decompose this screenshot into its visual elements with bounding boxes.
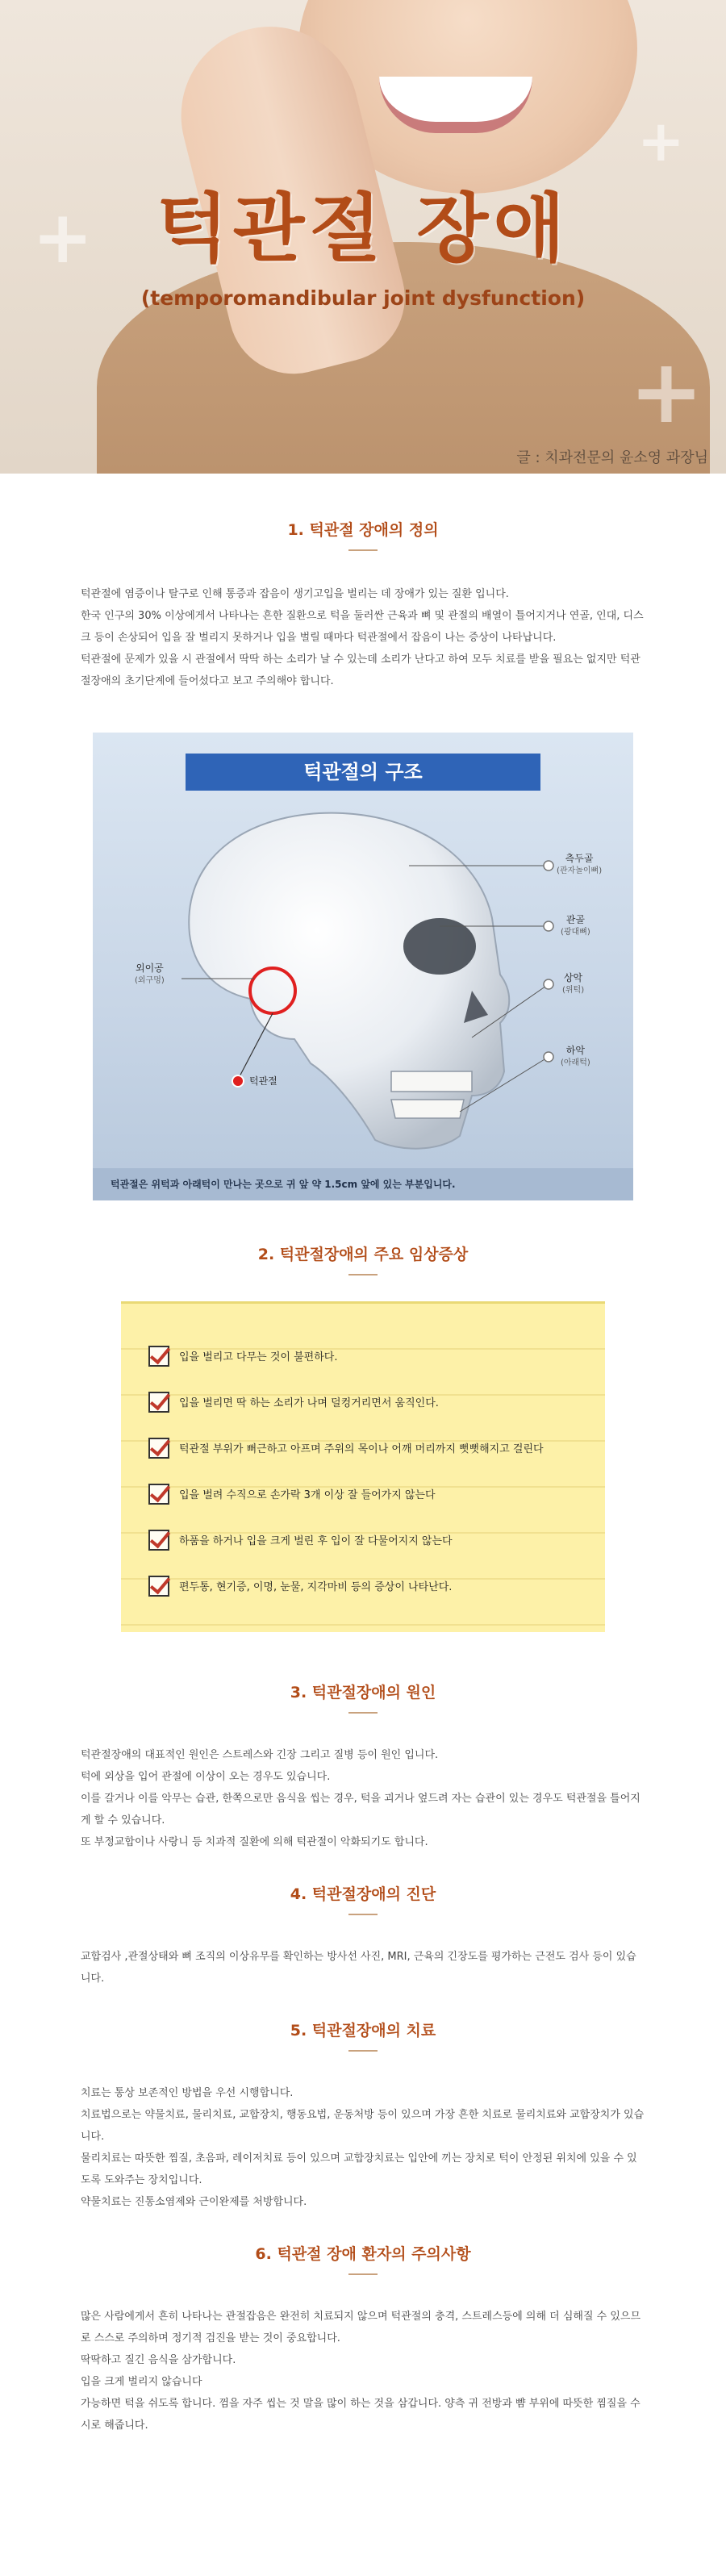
section-treatment <box>0 1989 726 2213</box>
checklist-item <box>148 1517 605 1563</box>
checklist-item-text: 입을 벌려 수직으로 손가락 3개 이상 잘 들어가지 않는다 <box>179 1489 436 1501</box>
checkbox-checked-icon <box>148 1484 169 1505</box>
hero-hair-shape <box>97 242 710 474</box>
section-title-text: 3. 턱관절장애의 원인 <box>290 1684 436 1701</box>
checklist-item <box>148 1425 605 1471</box>
title-underline <box>348 1274 378 1275</box>
label-temporal-bone <box>557 852 602 878</box>
hero-title: 턱관절 장애 <box>156 186 570 272</box>
label-mandible <box>561 1044 590 1070</box>
lower-teeth-shape <box>391 1100 464 1118</box>
checklist-item <box>148 1379 605 1425</box>
plus-decoration-icon: + <box>32 195 94 280</box>
teeth-shape <box>391 1071 472 1092</box>
label-subtext: (외구멍) <box>135 976 165 985</box>
section-diagnosis <box>0 1853 726 1989</box>
checkbox-checked-icon <box>148 1346 169 1367</box>
section-title <box>81 1680 645 1723</box>
paragraph: 가능하면 턱을 쉬도록 합니다. 껌을 자주 씹는 것 말을 많이 하는 것을 삼갑니다. 양측 귀 전방과 뺨 부위에 따뜻한 찜질을 수시로 해줍니다. <box>81 2398 640 2432</box>
section-symptoms <box>0 1200 726 1285</box>
title-underline <box>348 1914 378 1915</box>
paragraph: 치료법으로는 약물치료, 물리치료, 교합장치, 행동요법, 운동처방 등이 있으며 가장 흔한 치료로 물리치료와 교합장치가 있습니다. <box>81 2109 645 2143</box>
tmj-structure-figure <box>93 733 633 1200</box>
hero-banner <box>0 0 726 474</box>
label-text: 측두골 <box>565 853 594 864</box>
symptom-checklist <box>121 1301 605 1632</box>
section-definition <box>0 474 726 692</box>
checklist-item-text: 턱관절 부위가 뻐근하고 아프며 주위의 목이나 어깨 머리까지 뻣뻣해지고 걸린다 <box>179 1443 544 1455</box>
paragraph: 딱딱하고 질긴 음식을 삼가합니다. <box>81 2354 236 2366</box>
label-marker-dot <box>544 979 553 989</box>
checklist-item-text: 편두통, 현기증, 이명, 눈물, 지각마비 등의 증상이 나타난다. <box>179 1581 453 1593</box>
checklist-item <box>148 1333 605 1379</box>
checkbox-checked-icon <box>148 1438 169 1459</box>
label-marker-dot <box>544 1052 553 1062</box>
label-text: 하악 <box>565 1045 585 1056</box>
title-underline <box>348 549 378 551</box>
section-precautions <box>0 2213 726 2469</box>
author-byline: 글 : 치과전문의 윤소영 과장님 <box>516 449 708 466</box>
paragraph: 턱에 외상을 입어 관절에 이상이 오는 경우도 있습니다. <box>81 1771 331 1783</box>
section-causes <box>0 1632 726 1853</box>
section-title-text: 6. 턱관절 장애 환자의 주의사항 <box>255 2245 471 2263</box>
checklist-item-text: 입을 벌리고 다무는 것이 불편하다. <box>179 1351 338 1363</box>
section-title <box>81 2019 645 2061</box>
label-subtext: (관자놀이뼈) <box>557 866 603 875</box>
checkbox-checked-icon <box>148 1392 169 1413</box>
label-text: 상악 <box>563 972 583 983</box>
plus-decoration-icon: + <box>629 340 704 443</box>
section-title <box>81 518 645 561</box>
paragraph: 약물치료는 진통소염제와 근이완제를 처방합니다. <box>81 2196 307 2208</box>
title-underline <box>348 2273 378 2275</box>
checklist-item-text: 하품을 하거나 입을 크게 벌린 후 입이 잘 다물어지지 않는다 <box>179 1535 453 1547</box>
paragraph: 턱관절에 염증이나 탈구로 인해 통증과 잡음이 생기고입을 벌리는 데 장애가 있는 질환 입니다. <box>81 588 509 600</box>
label-ear-canal <box>135 962 165 987</box>
section-title <box>81 1882 645 1925</box>
label-marker-dot <box>544 861 553 870</box>
checklist-item <box>148 1563 605 1609</box>
checklist-item-text: 입을 벌리면 딱 하는 소리가 나며 덜컹거리면서 움직인다. <box>179 1397 439 1409</box>
paragraph: 많은 사람에게서 흔히 나타나는 관절잡음은 완전히 치료되지 않으며 턱관절의 충격, 스트레스등에 의해 더 심해질 수 있으므로 스스로 주의하며 정기적 검진을 받는 것이 중요합니다. <box>81 2311 641 2344</box>
tmj-leader-line <box>238 1013 273 1079</box>
paragraph: 입을 크게 벌리지 않습니다 <box>81 2376 202 2388</box>
skull-illustration <box>93 733 633 1200</box>
checkbox-checked-icon <box>148 1530 169 1551</box>
label-zygomatic-bone <box>561 913 590 939</box>
paragraph: 또 부정교합이나 사랑니 등 치과적 질환에 의해 턱관절이 악화되기도 합니다. <box>81 1836 428 1848</box>
label-marker-dot <box>544 921 553 931</box>
hero-subtitle: (temporomandibular joint dysfunction) <box>140 286 586 310</box>
paragraph: 치료는 통상 보존적인 방법을 우선 시행합니다. <box>81 2087 294 2099</box>
label-subtext: (아래턱) <box>561 1058 590 1067</box>
figure-caption: 턱관절은 위턱과 아래턱이 만나는 곳으로 귀 앞 약 1.5cm 앞에 있는 부분입니다. <box>93 1168 633 1200</box>
title-underline <box>348 1712 378 1714</box>
label-maxilla <box>562 971 584 997</box>
plus-decoration-icon: + <box>637 108 685 174</box>
paragraph: 교합검사 ,관절상태와 뼈 조직의 이상유무를 확인하는 방사선 사진, MRI, 근육의 긴장도를 평가하는 근전도 검사 등이 있습니다. <box>81 1951 636 1985</box>
checkbox-checked-icon <box>148 1576 169 1597</box>
section-title <box>81 1242 645 1285</box>
paragraph: 이를 갈거나 이를 악무는 습관, 한쪽으로만 음식을 씹는 경우, 턱을 괴거나 엎드려 자는 습관이 있는 경우도 턱관절을 틀어지게 할 수 있습니다. <box>81 1793 640 1827</box>
figure-title: 턱관절의 구조 <box>186 754 540 791</box>
label-text: 외이공 <box>136 962 164 974</box>
section-title-text: 4. 턱관절장애의 진단 <box>290 1885 436 1903</box>
paragraph: 턱관절장애의 대표적인 원인은 스트레스와 긴장 그리고 질병 등이 원인 입니다. <box>81 1749 439 1761</box>
checklist-item <box>148 1471 605 1517</box>
label-tmj: 턱관절 <box>249 1075 277 1087</box>
section-title <box>81 2242 645 2285</box>
title-underline <box>348 2050 378 2052</box>
section-title-text: 5. 턱관절장애의 치료 <box>290 2022 436 2040</box>
tmj-marker-dot <box>232 1075 244 1087</box>
paragraph: 물리치료는 따뜻한 찜질, 초음파, 레이저치료 등이 있으며 교합장치료는 입안에 끼는 장치로 턱이 안정된 위치에 있을 수 있도록 도와주는 장치입니다. <box>81 2152 637 2186</box>
skull-shape <box>189 813 509 1149</box>
paragraph: 한국 인구의 30% 이상에게서 나타나는 흔한 질환으로 턱을 둘러싼 근육과 뼈 및 관절의 배열이 틀어지거나 연골, 인대, 디스크 등이 손상되어 입을 잘 벌리지 못하거나 입을 벌릴 때마다 턱관절에서 잡음이 나는 증상이 나타납니다. <box>81 610 644 644</box>
section-title-text: 1. 턱관절 장애의 정의 <box>287 521 439 539</box>
paragraph: 턱관절에 문제가 있을 시 관절에서 딱딱 하는 소리가 날 수 있는데 소리가 난다고 하여 모두 치료를 받을 필요는 없지만 턱관절장애의 초기단계에 들어섰다고 보고 주의해야 합니다. <box>81 653 640 687</box>
label-subtext: (위턱) <box>562 986 585 995</box>
label-text: 관골 <box>565 914 585 925</box>
label-subtext: (광대뼈) <box>561 928 590 937</box>
section-title-text: 2. 턱관절장애의 주요 임상증상 <box>257 1246 469 1263</box>
